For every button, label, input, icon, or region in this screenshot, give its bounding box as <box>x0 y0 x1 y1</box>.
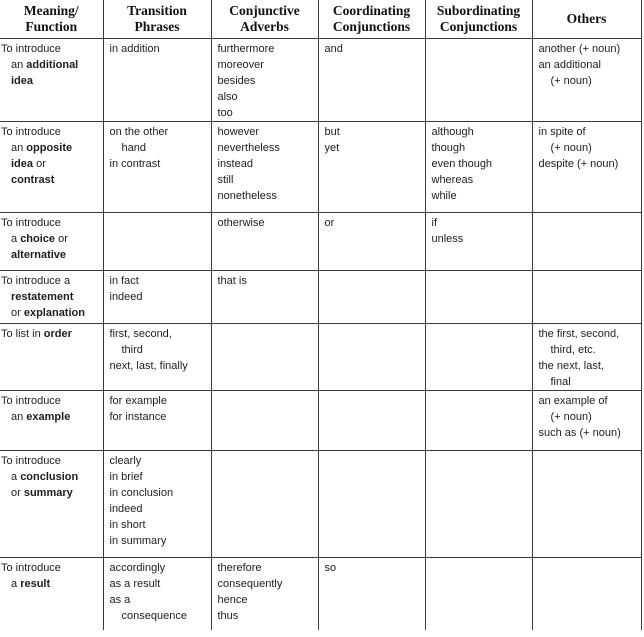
conjunctive-adverbs-cell <box>211 271 318 324</box>
header-line: Adverbs <box>240 19 289 34</box>
function-line <box>1 172 99 188</box>
phrase: an additional <box>538 59 601 71</box>
function-line <box>1 469 99 485</box>
phrase: and <box>324 43 343 55</box>
transition-phrases-cell <box>103 558 211 631</box>
phrase: in summary <box>109 535 167 547</box>
phrase: another (+ noun) <box>538 43 621 55</box>
header-line: Conjunctions <box>439 19 518 34</box>
header-line: Others <box>566 11 607 26</box>
function-line <box>1 231 99 247</box>
others-cell <box>532 451 641 558</box>
function-keyword: alternative <box>11 249 67 261</box>
phrase: as a <box>109 594 131 606</box>
phrase: furthermore <box>217 43 275 55</box>
phrase: in contrast <box>109 158 161 170</box>
table-row <box>0 39 641 122</box>
phrase: first, second, <box>109 328 172 340</box>
phrase: thus <box>217 610 239 622</box>
phrase: for instance <box>109 411 167 423</box>
function-cell <box>0 391 103 451</box>
function-cell <box>0 122 103 213</box>
phrase: or <box>324 217 335 229</box>
function-text: To introduce <box>1 126 61 138</box>
conjunctive-adverbs-cell <box>211 451 318 558</box>
function-text: To introduce a <box>1 275 71 287</box>
others-cell <box>532 122 641 213</box>
header-line: Coordinating <box>332 3 411 18</box>
function-text: a <box>11 471 21 483</box>
function-cell <box>0 451 103 558</box>
phrase: therefore <box>217 562 262 574</box>
subordinating-conjunctions-cell <box>425 324 532 391</box>
transition-phrases-cell <box>103 39 211 122</box>
subordinating-conjunctions-cell <box>425 122 532 213</box>
phrase: third <box>121 344 143 356</box>
subordinating-conjunctions-cell <box>425 271 532 324</box>
phrase: such as (+ noun) <box>538 427 621 439</box>
subordinating-conjunctions-cell <box>425 451 532 558</box>
header-row <box>0 0 641 39</box>
function-cell <box>0 39 103 122</box>
coordinating-conjunctions-cell <box>318 558 425 631</box>
header-others <box>532 0 641 39</box>
phrase: the next, last, <box>538 360 604 372</box>
coordinating-conjunctions-cell <box>318 451 425 558</box>
subordinating-conjunctions-cell <box>425 558 532 631</box>
table-row <box>0 324 641 391</box>
phrase: otherwise <box>217 217 265 229</box>
conjunctive-adverbs-cell <box>211 213 318 271</box>
phrase: as a result <box>109 578 161 590</box>
phrase: hence <box>217 594 248 606</box>
phrase: in addition <box>109 43 160 55</box>
table-row <box>0 122 641 213</box>
phrase: in short <box>109 519 146 531</box>
function-line <box>1 453 99 469</box>
function-text: To introduce <box>1 43 61 55</box>
others-cell <box>532 39 641 122</box>
header-line: Function <box>25 19 78 34</box>
function-line <box>1 247 99 263</box>
phrase: accordingly <box>109 562 166 574</box>
phrase: whereas <box>431 174 474 186</box>
function-keyword: additional <box>26 59 79 71</box>
header-line: Phrases <box>134 19 180 34</box>
phrase: if <box>431 217 437 229</box>
phrase: so <box>324 562 337 574</box>
function-text: an <box>11 59 27 71</box>
phrase: for example <box>109 395 167 407</box>
phrase: instead <box>217 158 253 170</box>
function-line <box>1 273 99 289</box>
coordinating-conjunctions-cell <box>318 391 425 451</box>
function-text: an <box>11 411 27 423</box>
header-transition-phrases <box>103 0 211 39</box>
function-line <box>1 560 99 576</box>
phrase: clearly <box>109 455 142 467</box>
function-keyword: idea <box>11 75 34 87</box>
function-keyword: order <box>43 328 72 340</box>
phrase: even though <box>431 158 493 170</box>
phrase: in fact <box>109 275 139 287</box>
function-text: or <box>11 307 24 319</box>
table-row <box>0 391 641 451</box>
function-line <box>1 393 99 409</box>
function-line <box>1 305 99 321</box>
phrase: consequently <box>217 578 283 590</box>
phrase: indeed <box>109 503 143 515</box>
function-line <box>1 57 99 73</box>
coordinating-conjunctions-cell <box>318 271 425 324</box>
phrase: moreover <box>217 59 264 71</box>
function-line <box>1 140 99 156</box>
function-line <box>1 156 99 172</box>
subordinating-conjunctions-cell <box>425 391 532 451</box>
function-text: To introduce <box>1 562 61 574</box>
function-text: To introduce <box>1 395 61 407</box>
function-text: a <box>11 578 21 590</box>
function-keyword: contrast <box>11 174 55 186</box>
function-text: To introduce <box>1 455 61 467</box>
function-cell <box>0 271 103 324</box>
phrase: that is <box>217 275 247 287</box>
phrase: though <box>431 142 466 154</box>
header-line: Subordinating <box>436 3 521 18</box>
table-row <box>0 271 641 324</box>
phrase: still <box>217 174 234 186</box>
phrase: (+ noun) <box>550 142 592 154</box>
function-line <box>1 73 99 89</box>
conjunctive-adverbs-cell <box>211 324 318 391</box>
function-keyword: idea <box>11 158 34 170</box>
table-row <box>0 558 641 631</box>
phrase: in brief <box>109 471 143 483</box>
phrase: in conclusion <box>109 487 174 499</box>
function-cell <box>0 213 103 271</box>
function-line <box>1 289 99 305</box>
function-keyword: summary <box>23 487 73 499</box>
phrase: yet <box>324 142 340 154</box>
function-keyword: result <box>20 578 51 590</box>
conjunctive-adverbs-cell <box>211 122 318 213</box>
phrase: consequence <box>121 610 187 622</box>
phrase: (+ noun) <box>550 411 592 423</box>
conjunctive-adverbs-cell <box>211 39 318 122</box>
table-row <box>0 451 641 558</box>
others-cell <box>532 213 641 271</box>
phrase: however <box>217 126 260 138</box>
phrase: next, last, finally <box>109 360 188 372</box>
phrase: third, etc. <box>550 344 596 356</box>
function-text: or <box>33 158 46 170</box>
function-text: or <box>11 487 24 499</box>
header-meaning-function <box>0 0 103 39</box>
function-line <box>1 124 99 140</box>
function-line <box>1 215 99 231</box>
phrase: despite (+ noun) <box>538 158 619 170</box>
header-subordinating-conjunctions <box>425 0 532 39</box>
phrase: indeed <box>109 291 143 303</box>
phrase: unless <box>431 233 464 245</box>
conjunctive-adverbs-cell <box>211 391 318 451</box>
others-cell <box>532 558 641 631</box>
phrase: besides <box>217 75 256 87</box>
header-line: Conjunctive <box>229 3 300 18</box>
others-cell <box>532 324 641 391</box>
header-coordinating-conjunctions <box>318 0 425 39</box>
function-line <box>1 576 99 592</box>
function-text: To list in <box>1 328 44 340</box>
phrase: but <box>324 126 340 138</box>
function-text: or <box>55 233 68 245</box>
transition-phrases-cell <box>103 271 211 324</box>
phrase: the first, second, <box>538 328 620 340</box>
transition-phrases-cell <box>103 324 211 391</box>
function-keyword: restatement <box>11 291 74 303</box>
phrase: on the other <box>109 126 169 138</box>
others-cell <box>532 391 641 451</box>
coordinating-conjunctions-cell <box>318 213 425 271</box>
function-keyword: choice <box>20 233 56 245</box>
header-conjunctive-adverbs <box>211 0 318 39</box>
phrase: too <box>217 107 233 119</box>
function-keyword: opposite <box>26 142 73 154</box>
transition-phrases-cell <box>103 122 211 213</box>
header-line: Conjunctions <box>332 19 411 34</box>
transition-phrases-cell <box>103 213 211 271</box>
phrase: nevertheless <box>217 142 280 154</box>
function-line <box>1 409 99 425</box>
function-keyword: explanation <box>23 307 85 319</box>
function-line <box>1 326 99 342</box>
function-line <box>1 485 99 501</box>
phrase: an example of <box>538 395 608 407</box>
phrase: although <box>431 126 474 138</box>
phrase: while <box>431 190 457 202</box>
function-keyword: conclusion <box>20 471 79 483</box>
transition-phrases-cell <box>103 451 211 558</box>
function-cell <box>0 324 103 391</box>
phrase: hand <box>121 142 146 154</box>
subordinating-conjunctions-cell <box>425 39 532 122</box>
coordinating-conjunctions-cell <box>318 324 425 391</box>
header-line: Meaning/ <box>23 3 79 18</box>
function-cell <box>0 558 103 631</box>
function-keyword: example <box>26 411 71 423</box>
phrase: nonetheless <box>217 190 277 202</box>
function-text: To introduce <box>1 217 61 229</box>
function-line <box>1 41 99 57</box>
phrase: (+ noun) <box>550 75 592 87</box>
header-line: Transition <box>127 3 187 18</box>
others-cell <box>532 271 641 324</box>
coordinating-conjunctions-cell <box>318 122 425 213</box>
phrase: also <box>217 91 238 103</box>
transition-phrases-cell <box>103 391 211 451</box>
function-text: a <box>11 233 21 245</box>
table-row <box>0 213 641 271</box>
function-text: an <box>11 142 27 154</box>
phrase: in spite of <box>538 126 586 138</box>
subordinating-conjunctions-cell <box>425 213 532 271</box>
phrase: final <box>550 376 571 388</box>
coordinating-conjunctions-cell <box>318 39 425 122</box>
conjunctive-adverbs-cell <box>211 558 318 631</box>
